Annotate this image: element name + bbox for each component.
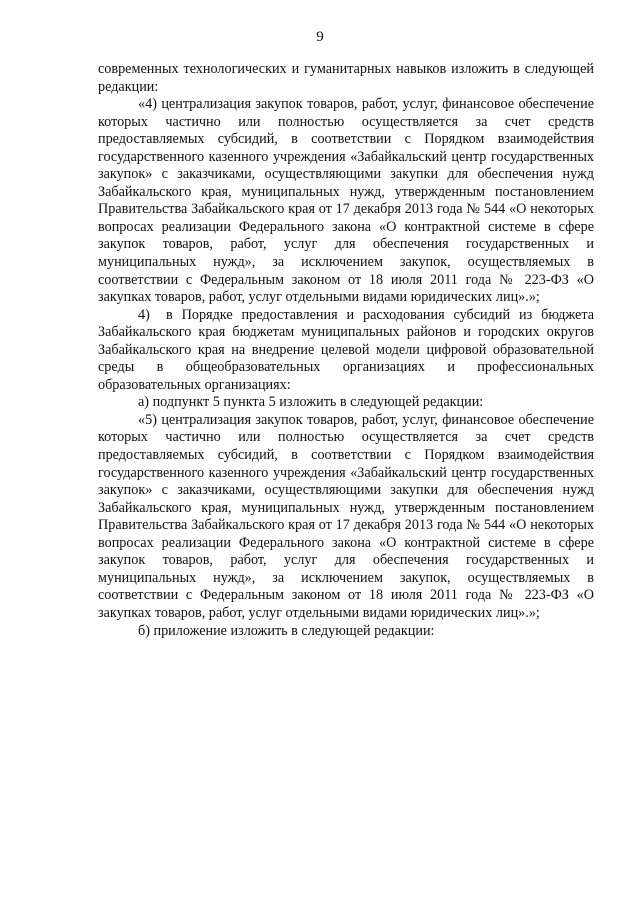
- paragraph-subitem-b: б) приложение изложить в следующей редакции:: [138, 622, 435, 639]
- paragraph-intro: современных технологических и гуманитарных навыков изложить в следующей редакции:: [98, 61, 594, 95]
- page-number: 9: [316, 29, 324, 45]
- paragraph-list-item-4: [98, 307, 594, 395]
- paragraph-subitem-a: а) подпункт 5 пункта 5 изложить в следующей редакции:: [138, 394, 484, 411]
- list-item-text: в Порядке предоставления и расходования субсидий из бюджета Забайкальского края бюджетам муниципальных районов и городских округов Забайкальского края на внедрение целевой модели цифровой образовательной среды в общеобразовательных организациях и профессиональных образовательных организациях:: [98, 306, 594, 393]
- paragraph-item-4-quote: «4) централизация закупок товаров, работ, услуг, финансовое обеспечение которых частично или полностью осуществляется за счет средств предоставляемых субсидий, в соответствии с Порядком взаимодействия государственного казенного учреждения «Забайкальский центр государственных закупок» с заказчиками, осуществляющими закупки для обеспечения нужд Забайкальского края, муниципальных нужд, утвержденным постановлением Правительства Забайкальского края от 17 декабря 2013 года № 544 «О некоторых вопросах реализации Федерального закона «О контрактной системе в сфере закупок товаров, работ, услуг для обеспечения государственных и муниципальных нужд», за исключением закупок, осуществляемых в соответствии с Федеральным законом от 18 июля 2011 года № 223-ФЗ «О закупках товаров, работ, услуг отдельными видами юридических лиц».»;: [98, 96, 594, 306]
- document-body: [98, 61, 594, 640]
- paragraph-item-5-quote: «5) централизация закупок товаров, работ, услуг, финансовое обеспечение которых частично или полностью осуществляется за счет средств предоставляемых субсидий, в соответствии с Порядком взаимодействия государственного казенного учреждения «Забайкальский центр государственных закупок» с заказчиками, осуществляющими закупки для обеспечения нужд Забайкальского края, муниципальных нужд, утвержденным постановлением Правительства Забайкальского края от 17 декабря 2013 года № 544 «О некоторых вопросах реализации Федерального закона «О контрактной системе в сфере закупок товаров, работ, услуг для обеспечения государственных и муниципальных нужд», за исключением закупок, осуществляемых в соответствии с Федеральным законом от 18 июля 2011 года № 223-ФЗ «О закупках товаров, работ, услуг отдельными видами юридических лиц».»;: [98, 411, 594, 621]
- list-item-number: 4): [138, 306, 150, 323]
